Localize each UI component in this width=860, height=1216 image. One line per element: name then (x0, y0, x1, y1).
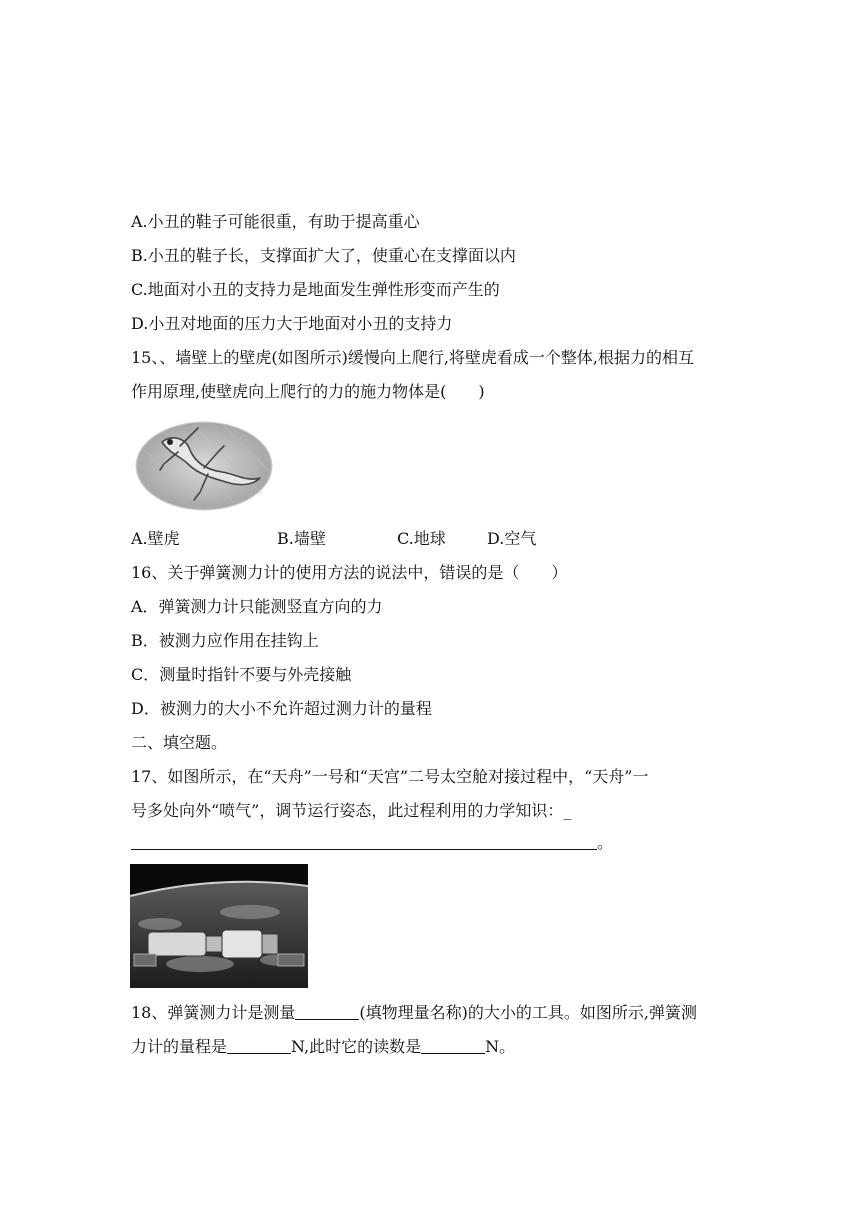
q15-options (131, 529, 691, 549)
q17-answer-line (131, 833, 613, 853)
q18-line2-part-c: N。 (485, 1037, 516, 1056)
q16-stem: 16、关于弹簧测力计的使用方法的说法中，错误的是（ ） (131, 563, 568, 582)
q17-answer-blank[interactable] (131, 833, 597, 850)
q17-line-end: 。 (597, 833, 614, 852)
q15-option-b: B.墙壁 (277, 529, 326, 548)
q16-option-c: C．测量时指针不要与外壳接触 (131, 665, 352, 684)
q18-blank-reading[interactable] (421, 1037, 485, 1054)
q18-line2-part-b: N,此时它的读数是 (291, 1037, 422, 1056)
q17-stem-line2: 号多处向外“喷气”，调节运行姿态，此过程利用的力学知识：_ (131, 801, 572, 820)
gecko-image (134, 420, 274, 512)
q14-option-a: A.小丑的鞋子可能很重，有助于提高重心 (131, 212, 420, 231)
q18-blank-quantity[interactable] (295, 1003, 359, 1020)
q14-option-d: D.小丑对地面的压力大于地面对小丑的支持力 (131, 314, 453, 333)
q18-line1-part-b: (填物理量名称)的大小的工具。如图所示,弹簧测 (359, 1003, 697, 1022)
q16-option-b: B．被测力应作用在挂钩上 (131, 631, 319, 650)
q14-option-c: C.地面对小丑的支持力是地面发生弹性形变而产生的 (131, 280, 500, 299)
q16-option-d: D．被测力的大小不允许超过测力计的量程 (131, 699, 432, 718)
q18-blank-range[interactable] (227, 1037, 291, 1054)
section-heading: 二、填空题。 (131, 733, 228, 752)
q18-line2 (131, 1037, 515, 1057)
q15-stem-line1: 15、、墙壁上的壁虎(如图所示)缓慢向上爬行,将壁虎看成一个整体,根据力的相互 (131, 348, 695, 367)
q15-option-d: D.空气 (487, 529, 537, 548)
q18-line2-part-a: 力计的量程是 (131, 1037, 228, 1056)
q15-option-c: C.地球 (397, 529, 446, 548)
q17-stem-line1: 17、如图所示，在“天舟”一号和“天宫”二号太空舱对接过程中，“天舟”一 (131, 767, 649, 786)
q18-line1 (131, 1003, 697, 1023)
q18-line1-part-a: 18、弹簧测力计是测量 (131, 1003, 296, 1022)
q15-option-a: A.壁虎 (131, 529, 180, 548)
q15-stem-line2: 作用原理,使壁虎向上爬行的力的施力物体是( ) (131, 382, 485, 401)
spacecraft-image (130, 864, 308, 988)
q16-option-a: A．弹簧测力计只能测竖直方向的力 (131, 597, 383, 616)
q14-option-b: B.小丑的鞋子长，支撑面扩大了，使重心在支撑面以内 (131, 246, 516, 265)
